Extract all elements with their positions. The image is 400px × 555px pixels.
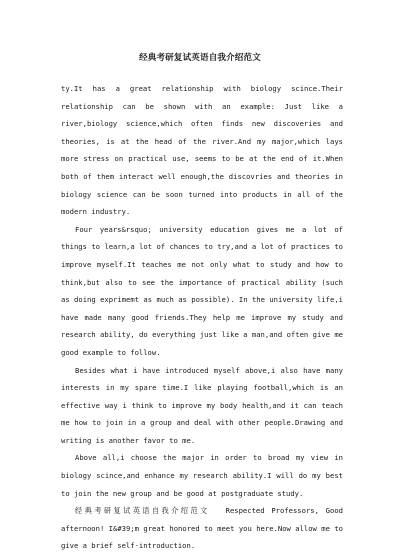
paragraph-1: ty.It has a great relationship with biology scince.Their relationship can be shown with an example: Just like a river,biology science,which often finds new discoveries and theories, is at the head of the river.And my major,which lays more stress on practical use, seems to be at the end of it.When both of them interact well enough,the discovries and theories in biology science can be soon turned into products in all of the modern industry. bbox=[61, 84, 343, 217]
paragraph-5 bbox=[61, 502, 343, 555]
paragraph-3: Besides what i have introduced myself above,i also have many interests in my spare time.I like playing football,which is an effective way i think to improve my body health,and it can teach me how to join in a group and deal with other people.Drawing and writing is another favor to me. bbox=[61, 365, 343, 445]
document-title: 经典考研复试英语自我介绍范文 bbox=[139, 53, 261, 63]
paragraph-4: Above all,i choose the major in order to broad my view in biology scince,and enhance my research ability.I will do my best to join the new group and be good at postgraduate study. bbox=[61, 453, 343, 498]
paragraph-5-text: Respected Professors, Good afternoon! I&#39;m great honored to meet you here.Now allow me to give a brief self-introduction. bbox=[61, 506, 343, 551]
embedded-heading: 经典考研复试英语自我介绍范文 bbox=[75, 506, 210, 516]
paragraph-2: Four years&rsquo; university education gives me a lot of things to learn,a lot of chances to try,and a lot of practices to improve myself.It teaches me not only what to study and how to think,but also to see the importance of practical ability (such as doing exprimemt as much as possible). In the university life,i have made many good friends.They help me improve my study and research ability, do everything just like a man,and often give me good example to follow. bbox=[61, 224, 343, 357]
document-body bbox=[61, 80, 343, 555]
